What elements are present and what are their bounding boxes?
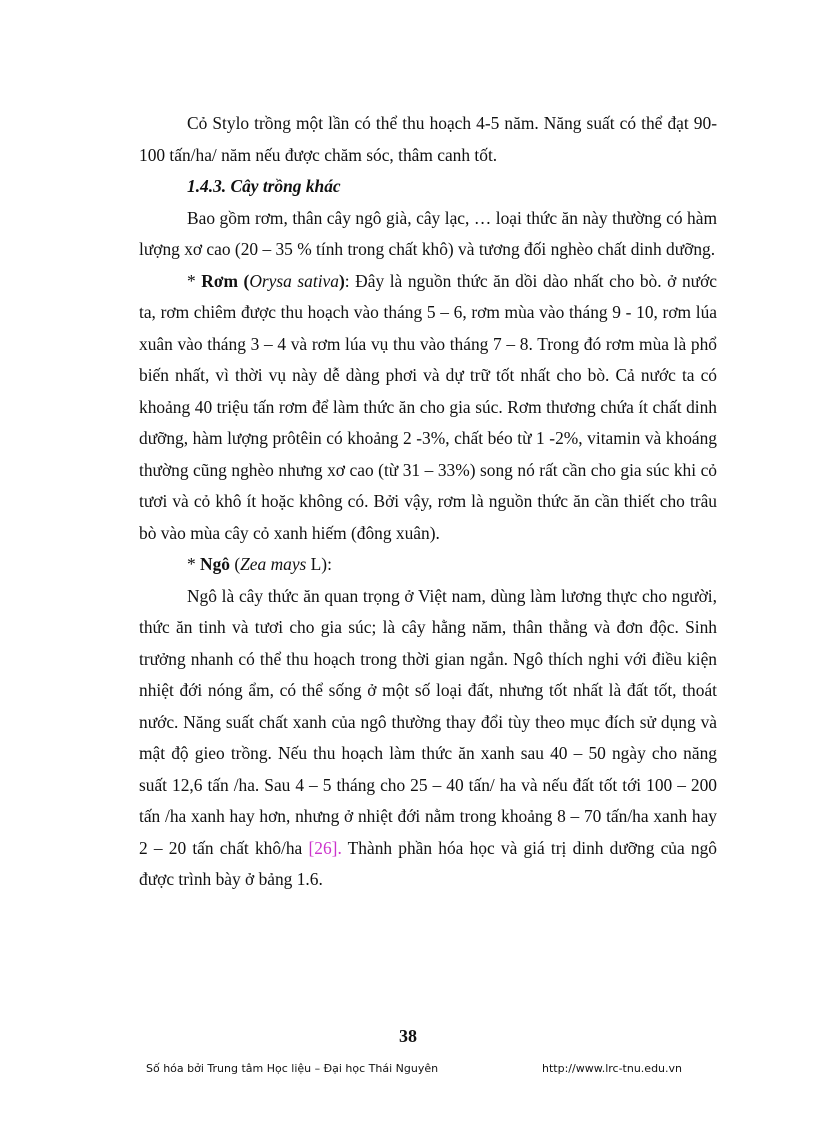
rice-straw-text: : Đây là nguồn thức ăn dồi dào nhất cho bò. ở nước ta, rơm chiêm được thu hoạch vào tháng 5 – 6, rơm mùa vào tháng 9 - 10, rơm lúa xuân vào tháng 3 – 4 và rơm lúa vụ thu vào tháng 7 – 8. Trong đó rơm mùa là phổ biến nhất, vì thời vụ này dễ dàng phơi và dự trữ tốt nhất cho bò. Cả nước ta có khoảng 40 triệu tấn rơm để làm thức ăn cho gia súc. Rơm thương chứa ít chất dinh dưỡng, hàm lượng prôtêin có khoảng 2 -3%, chất béo từ 1 -2%, vitamin và khoáng thường cũng nghèo nhưng xơ cao (từ 31 – 33%) song nó rất cần cho gia súc khi cỏ tươi và cỏ khô ít hoặc không có. Bởi vậy, rơm là nguồn thức ăn cần thiết cho trâu bò vào mùa cây cỏ xanh hiếm (đông xuân).	[139, 270, 717, 543]
paragraph-stylo: Cỏ Stylo trồng một lần có thể thu hoạch 4-5 năm. Năng suất có thể đạt 90- 100 tấn/ha/ năm nếu được chăm sóc, thâm canh tốt.	[139, 113, 717, 165]
citation-link[interactable]: [26].	[308, 837, 342, 858]
latin-name: Zea mays	[240, 554, 307, 574]
page-body	[139, 108, 717, 896]
maize-tail: Thành phần hóa học và giá trị dinh dưỡng của ngô được trình bày ở bảng 1.6.	[139, 837, 717, 889]
term-close: )	[338, 270, 345, 291]
paragraph-maize-heading	[139, 549, 717, 581]
section-heading: 1.4.3. Cây trồng khác	[187, 176, 341, 196]
term-rice-straw: Rơm (	[201, 270, 250, 291]
paragraph-other-crops: Bao gồm rơm, thân cây ngô già, cây lạc, … loại thức ăn này thường có hàm lượng xơ cao (20 – 35 % tính trong chất khô) và tương đối nghèo chất dinh dưỡng.	[139, 207, 717, 259]
paren-open: (	[230, 554, 241, 574]
footer-url[interactable]: http://www.lrc-tnu.edu.vn	[542, 1062, 682, 1075]
page-number: 38	[399, 1026, 417, 1046]
footer-source: Số hóa bởi Trung tâm Học liệu – Đại học Thái Nguyên	[146, 1062, 439, 1075]
maize-text: Ngô là cây thức ăn quan trọng ở Việt nam, dùng làm lương thực cho người, thức ăn tinh và tươi cho gia súc; là cây hằng năm, thân thẳng và đơn độc. Sinh trưởng nhanh có thể thu hoạch trong thời gian ngắn. Ngô thích nghi với điều kiện nhiệt đới nóng ẩm, có thể sống ở một số loại đất, nhưng tốt nhất là đất tốt, thoát nước. Năng suất chất xanh của ngô thường thay đổi tùy theo mục đích sử dụng và mật độ gieo trồng. Nếu thu hoạch làm thức ăn xanh sau 40 – 50 ngày cho năng suất 12,6 tấn /ha. Sau 4 – 5 tháng cho 25 – 40 tấn/ ha và nếu đất tốt tới 100 – 200 tấn /ha xanh hay hơn, nhưng ở nhiệt đới nằm trong khoảng 8 – 70 tấn/ha xanh hay 2 – 20 tấn chất khô/ha	[139, 585, 717, 858]
bullet-marker: *	[187, 270, 202, 291]
footer	[146, 1062, 682, 1075]
latin-name: Orysa sativa	[249, 270, 339, 291]
bullet-marker: *	[187, 554, 201, 574]
term-maize: Ngô	[200, 554, 230, 574]
paragraph-rice-straw	[139, 266, 717, 550]
paragraph-maize	[139, 581, 717, 896]
paren-close: L):	[306, 554, 332, 574]
